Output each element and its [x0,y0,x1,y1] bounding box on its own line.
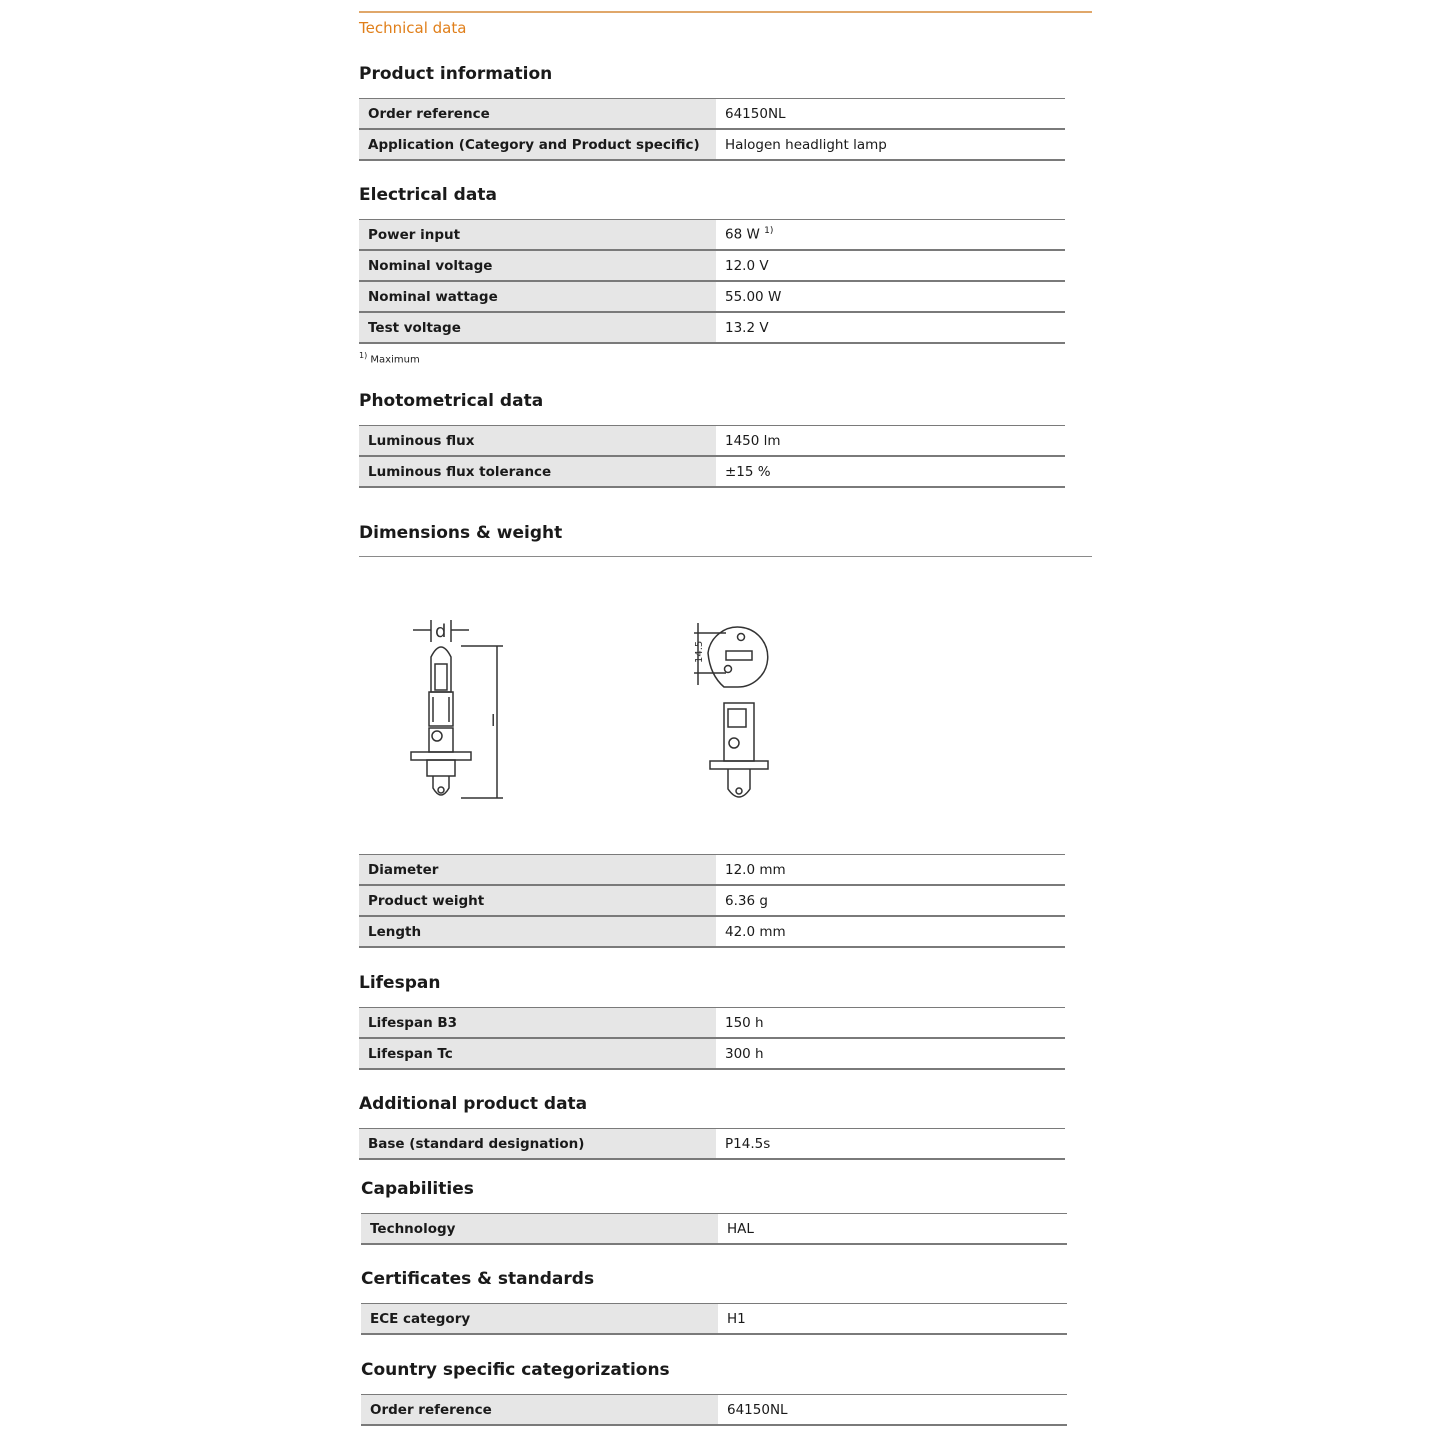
row-label: Power input [359,220,716,251]
section-photometrical-data [359,389,1065,488]
row-label: Application (Category and Product specific) [359,129,716,160]
section-title: Country specific categorizations [361,1360,670,1380]
lamp-flange [411,752,471,760]
lamp-front-flange-base [710,761,768,769]
country-specific-table [361,1394,1067,1426]
row-value: 300 h [716,1038,1065,1069]
flange-hole [738,634,745,641]
row-value: HAL [718,1214,1067,1245]
section-title: Lifespan [359,973,441,993]
table-row [361,1214,1067,1245]
row-value: 64150NL [716,99,1065,130]
technical-data-title: Technical data [359,19,467,37]
row-value: 55.00 W [716,281,1065,312]
table-row [359,281,1065,312]
section-country-specific [361,1358,1067,1426]
row-label: Test voltage [359,312,716,343]
lamp-pin [433,776,449,795]
row-value: 42.0 mm [716,916,1065,947]
row-label: Nominal wattage [359,281,716,312]
capabilities-table [361,1213,1067,1245]
additional-product-data-table [359,1128,1065,1160]
section-title: Capabilities [361,1179,474,1199]
section-lifespan [359,971,1065,1070]
row-label: ECE category [361,1304,718,1335]
row-label: Product weight [359,885,716,916]
row-label: Order reference [359,99,716,130]
table-row [359,1008,1065,1039]
lamp-filament [435,664,447,690]
dimensions-table-wrap [359,854,1065,948]
row-label: Lifespan Tc [359,1038,716,1069]
row-value [716,220,1065,251]
section-additional-product-data [359,1092,1065,1160]
section-title: Photometrical data [359,391,544,411]
value-text: 68 W [725,226,760,243]
lamp-pin-hole [438,787,444,793]
table-row [361,1395,1067,1426]
electrical-data-table [359,219,1065,344]
lamp-front-filament [728,709,746,727]
height-label: 14.5 [694,640,705,663]
section-electrical-data [359,183,1065,344]
row-value: Halogen headlight lamp [716,129,1065,160]
row-label: Order reference [361,1395,718,1426]
table-row [359,250,1065,281]
footnote-text: Maximum [370,354,420,366]
lamp-side-drawing [399,612,519,812]
table-row [359,220,1065,251]
l-label: l [491,711,496,730]
row-value: P14.5s [716,1129,1065,1160]
section-title: Electrical data [359,185,497,205]
table-row [359,129,1065,160]
flange-hole [725,666,732,673]
row-label: Lifespan B3 [359,1008,716,1039]
row-value: 1450 lm [716,426,1065,457]
certificates-standards-table [361,1303,1067,1335]
table-row [359,1129,1065,1160]
product-information-table [359,98,1065,161]
row-value: 12.0 mm [716,855,1065,886]
d-label: d [435,621,447,642]
section-dimensions-weight [359,521,1065,545]
section-capabilities [361,1177,1067,1245]
row-label: Nominal voltage [359,250,716,281]
table-row [359,426,1065,457]
lifespan-table [359,1007,1065,1070]
table-row [359,885,1065,916]
dimensions-divider [359,556,1092,557]
lamp-contact [432,731,442,741]
top-divider [359,11,1092,13]
table-row [361,1304,1067,1335]
footnote [359,351,420,365]
row-label: Technology [361,1214,718,1245]
lamp-front-drawing [684,615,784,810]
section-certificates-standards [361,1267,1067,1335]
table-row [359,456,1065,487]
row-value: ±15 % [716,456,1065,487]
row-label: Luminous flux [359,426,716,457]
lamp-front-pin-hole [736,788,742,794]
section-title: Product information [359,64,553,84]
row-label: Base (standard designation) [359,1129,716,1160]
row-value: 64150NL [718,1395,1067,1426]
row-value: 6.36 g [716,885,1065,916]
section-title: Additional product data [359,1094,588,1114]
lamp-bulb [431,647,451,692]
table-row [359,916,1065,947]
row-label: Diameter [359,855,716,886]
table-row [359,855,1065,886]
dimensions-weight-table [359,854,1065,948]
flange-slot [726,651,752,660]
row-label: Luminous flux tolerance [359,456,716,487]
lamp-front-pin [728,769,750,797]
row-label: Length [359,916,716,947]
section-title: Certificates & standards [361,1269,595,1289]
table-row [359,312,1065,343]
table-row [359,99,1065,130]
row-value: H1 [718,1304,1067,1335]
lamp-socket [427,760,455,776]
row-value: 12.0 V [716,250,1065,281]
row-value: 150 h [716,1008,1065,1039]
section-title: Dimensions & weight [359,523,563,543]
photometrical-data-table [359,425,1065,488]
footnote-mark: 1) [359,351,368,360]
table-row [359,1038,1065,1069]
footnote-ref: 1) [764,226,774,237]
section-product-information [359,62,1065,161]
row-value: 13.2 V [716,312,1065,343]
lamp-front-contact [729,738,739,748]
